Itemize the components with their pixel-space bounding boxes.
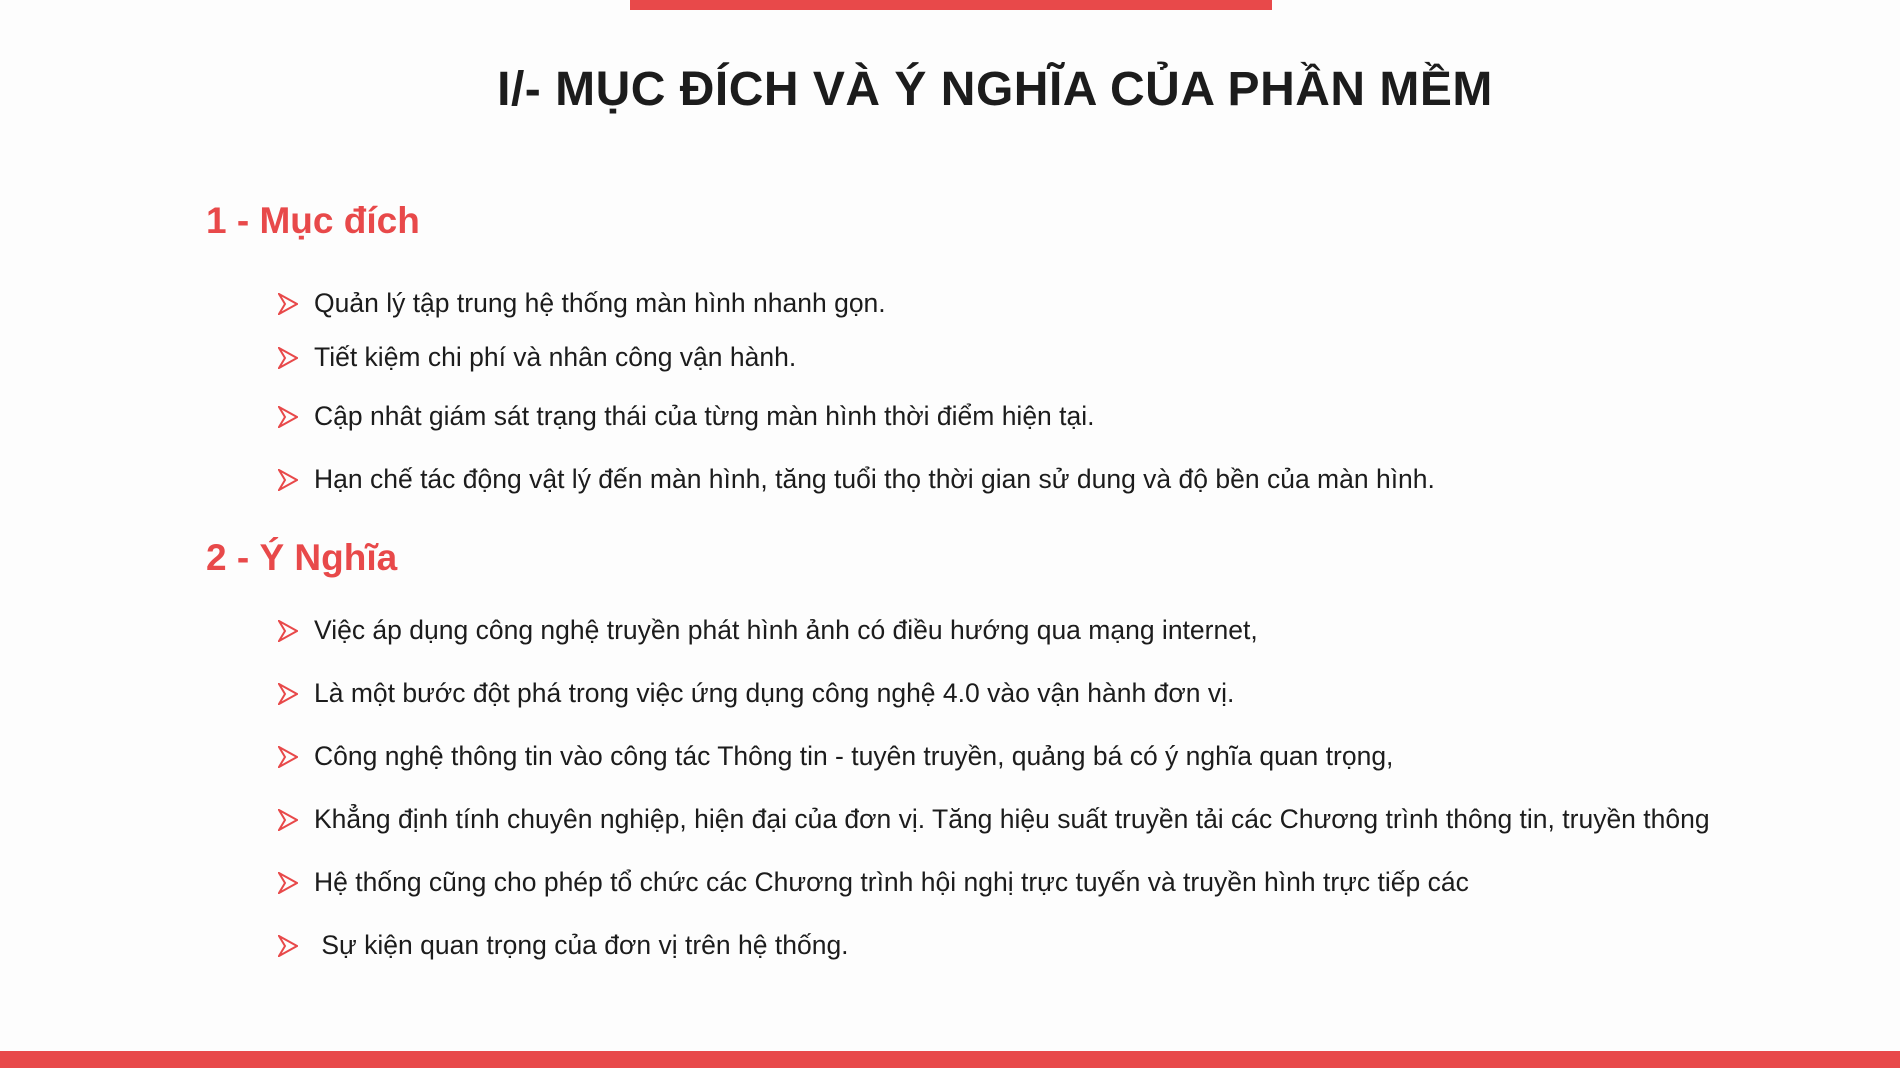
list-item [278, 341, 796, 373]
list-item [278, 803, 1710, 835]
arrow-bullet-icon [278, 809, 298, 831]
arrow-bullet-icon [278, 935, 298, 957]
list-item-text: Cập nhât giám sát trạng thái của từng màn hình thời điểm hiện tại. [314, 401, 1095, 431]
arrow-bullet-icon [278, 293, 298, 315]
arrow-bullet-icon [278, 469, 298, 491]
list-item [278, 677, 1234, 709]
slide-title: I/- MỤC ĐÍCH VÀ Ý NGHĨA CỦA PHẦN MỀM [497, 63, 1493, 116]
section-heading-meaning: 2 - Ý Nghĩa [206, 537, 398, 578]
section-heading-purpose: 1 - Mục đích [206, 200, 420, 241]
list-item [278, 463, 1435, 495]
list-item-text: Khẳng định tính chuyên nghiệp, hiện đại của đơn vị. Tăng hiệu suất truyền tải các Chương trình thông tin, truyền thông [314, 804, 1710, 834]
arrow-bullet-icon [278, 347, 298, 369]
list-item-text: Công nghệ thông tin vào công tác Thông tin - tuyên truyền, quảng bá có ý nghĩa quan trọng, [314, 741, 1394, 771]
arrow-bullet-icon [278, 406, 298, 428]
list-item-text: Hạn chế tác động vật lý đến màn hình, tăng tuổi thọ thời gian sử dung và độ bền của màn hình. [314, 464, 1435, 494]
arrow-bullet-icon [278, 620, 298, 642]
list-item-text: Việc áp dụng công nghệ truyền phát hình ảnh có điều hướng qua mạng internet, [314, 615, 1258, 645]
list-item-text: Quản lý tập trung hệ thống màn hình nhanh gọn. [314, 288, 886, 318]
arrow-bullet-icon [278, 683, 298, 705]
list-item-text: Hệ thống cũng cho phép tổ chức các Chương trình hội nghị trực tuyến và truyền hình trực tiếp các [314, 867, 1469, 897]
list-item [278, 614, 1258, 646]
bottom-accent-bar [0, 1051, 1900, 1068]
top-accent-bar [630, 0, 1272, 10]
list-item-text: Sự kiện quan trọng của đơn vị trên hệ thống. [314, 930, 849, 960]
arrow-bullet-icon [278, 872, 298, 894]
list-item [278, 929, 849, 961]
list-item-text: Là một bước đột phá trong việc ứng dụng công nghệ 4.0 vào vận hành đơn vị. [314, 678, 1235, 708]
arrow-bullet-icon [278, 746, 298, 768]
list-item [278, 866, 1469, 898]
list-item-text: Tiết kiệm chi phí và nhân công vận hành. [314, 342, 797, 372]
list-item [278, 287, 886, 319]
list-item [278, 740, 1393, 772]
list-item [278, 400, 1095, 432]
